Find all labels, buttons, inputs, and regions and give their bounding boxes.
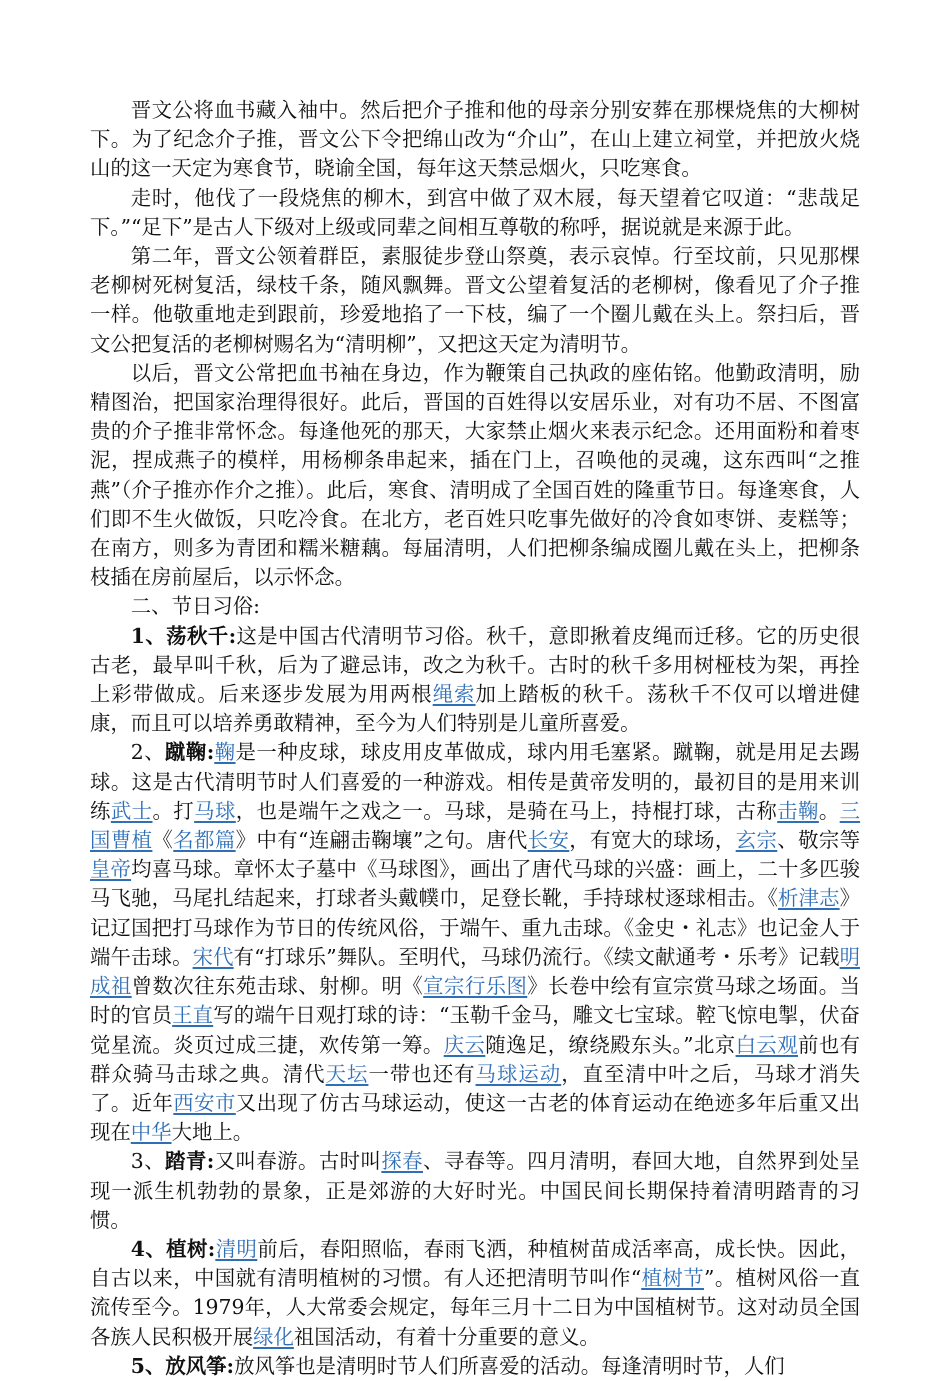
link-huangdi[interactable]: 皇帝 bbox=[90, 857, 132, 882]
custom-taqing-number: 3、 bbox=[130, 1149, 166, 1174]
link-caozhi[interactable]: 曹植 bbox=[110, 828, 153, 853]
link-maqiuyundong[interactable]: 马球运动 bbox=[475, 1061, 562, 1086]
custom-swing bbox=[90, 622, 860, 739]
text-span: 加上踏板的秋千。荡秋千不仅可以增进健康，而且可以培养勇敢精神，至今为人们特别是儿童所喜爱。 bbox=[90, 682, 861, 736]
text-span: 又叫春游。古时叫 bbox=[214, 1149, 382, 1174]
custom-cuju bbox=[90, 738, 860, 1147]
link-wushi[interactable]: 武士 bbox=[110, 798, 153, 823]
paragraph-wooden-clogs: 走时，他伐了一段烧焦的柳木，到宫中做了双木屐，每天望着它叹道：“悲哉足下。”“足下”是古人下级对上级或同辈之间相互尊敬的称呼，据说就是来源于此。 bbox=[90, 185, 860, 239]
custom-swing-label: 1、荡秋千: bbox=[130, 623, 237, 648]
link-xuanzongxingletu[interactable]: 宣宗行乐图 bbox=[423, 974, 528, 999]
link-tanchun[interactable]: 探春 bbox=[381, 1149, 424, 1174]
link-xianshi[interactable]: 西安市 bbox=[173, 1090, 236, 1115]
text-span: 又出现了仿古马球运动，使这一古老的体育运动在绝迹多年后重又出现在 bbox=[90, 1090, 861, 1145]
link-mingdupian[interactable]: 名都篇 bbox=[173, 828, 236, 853]
link-zhishujie[interactable]: 植树节 bbox=[641, 1266, 704, 1291]
text-span: 随逸足，缭绕殿东头。”北京 bbox=[485, 1032, 736, 1057]
text-span: 》长卷中绘有宣宗赏马球之场面。当时的官员 bbox=[90, 974, 861, 1028]
link-jiju[interactable]: 击鞠 bbox=[777, 798, 819, 823]
custom-cuju-number: 2、 bbox=[130, 740, 166, 765]
text-span: 祖国活动，有着十分重要的意义。 bbox=[293, 1324, 600, 1349]
text-span: 、寻春等。四月清明，春回大地，自然界到处呈现一派生机勃勃的景象，正是郊游的大好时光。中国民间长期保持着清明踏青的习惯。 bbox=[90, 1149, 861, 1232]
text-span: 放风筝也是清明时节人们所喜爱的活动。每逢清明时节，人们 bbox=[234, 1353, 785, 1378]
link-songdai[interactable]: 宋代 bbox=[192, 944, 234, 969]
text-span: 。打 bbox=[152, 798, 195, 823]
link-shengsuo[interactable]: 绳索 bbox=[432, 682, 476, 707]
text-span: 写的端午日观打球的诗：“玉勒千金马，雕文七宝球。鞚飞惊电掣，伏奋觉星流。炎页过成三捷，欢传第一筹。 bbox=[90, 1003, 861, 1057]
link-xuanzong[interactable]: 玄宗 bbox=[735, 828, 778, 853]
link-lvhua[interactable]: 绿化 bbox=[253, 1324, 294, 1349]
text-span: 前后，春阳照临，春雨飞洒，种植树苗成活率高，成长快。因此，自古以来，中国就有清明植树的习惯。有人还把清明节叫作“ bbox=[90, 1236, 861, 1291]
text-span: 一带也还有 bbox=[368, 1061, 476, 1086]
custom-cuju-label: 蹴鞠: bbox=[165, 740, 215, 765]
paragraph-second-year: 第二年，晋文公领着群臣，素服徒步登山祭奠，表示哀悼。行至坟前，只见那棵老柳树死树复活，绿枝千条，随风飘舞。晋文公望着复活的老柳树，像看见了介子推一样。他敬重地走到跟前，珍爱地掐了一下枝，编了一个圈儿戴在头上。祭扫后，晋文公把复活的老柳树赐名为“清明柳”，又把这天定为清明节。 bbox=[90, 244, 860, 356]
link-zhonghua[interactable]: 中华 bbox=[130, 1120, 172, 1145]
link-changan[interactable]: 长安 bbox=[527, 828, 570, 853]
link-tiantan[interactable]: 天坛 bbox=[325, 1061, 369, 1086]
text-span: 曾数次往东苑击球、射柳。明《 bbox=[131, 974, 424, 999]
custom-kite-label: 5、放风筝: bbox=[130, 1353, 235, 1378]
text-span: ，直至清中叶之后，马球才消失了。近年 bbox=[90, 1061, 861, 1115]
link-mingchengzu[interactable]: 明成祖 bbox=[90, 944, 861, 999]
text-span: 《 bbox=[152, 828, 174, 853]
custom-kite bbox=[90, 1352, 860, 1381]
custom-tree-planting-label: 4、植树: bbox=[130, 1236, 216, 1261]
link-ju[interactable]: 鞠 bbox=[214, 740, 236, 765]
link-sanguo[interactable]: 三国 bbox=[90, 798, 861, 853]
text-span: ，也是端午之戏之一。马球，是骑在马上，持棍打球，古称 bbox=[235, 798, 778, 823]
text-span: 均喜马球。章怀太子墓中《马球图》，画出了唐代马球的兴盛：画上，二十多匹骏马飞驰，马尾扎结起来，打球者头戴幞巾，足登长靴，手持球杖逐球相击。《 bbox=[90, 857, 861, 911]
text-span: 。 bbox=[818, 798, 840, 823]
text-span: 是一种皮球，球皮用皮革做成，球内用毛塞紧。蹴鞠，就是用足去踢球。这是古代清明节时人们喜爱的一种游戏。相传是黄帝发明的，最初目的是用来训练 bbox=[90, 740, 861, 823]
text-span: 》记辽国把打马球作为节日的传统风俗，于端午、重九击球。《金史・礼志》也记金人于端午击球。 bbox=[90, 886, 861, 969]
link-qingming[interactable]: 清明 bbox=[215, 1236, 258, 1261]
custom-taqing-label: 踏青: bbox=[165, 1149, 215, 1174]
link-baiyunguan[interactable]: 白云观 bbox=[735, 1032, 799, 1057]
paragraph-burial: 晋文公将血书藏入袖中。然后把介子推和他的母亲分别安葬在那棵烧焦的大柳树下。为了纪念介子推，晋文公下令把绵山改为“介山”，在山上建立祠堂，并把放火烧山的这一天定为寒食节，晓谕全国，每年这天禁忌烟火，只吃寒食。 bbox=[90, 98, 860, 181]
text-span: ，有宽大的球场， bbox=[569, 828, 736, 853]
text-span: 》中有“连翩击鞠壤”之句。唐代 bbox=[235, 828, 528, 853]
link-maqiu[interactable]: 马球 bbox=[194, 798, 236, 823]
document-body bbox=[90, 96, 860, 1381]
text-span: 有“打球乐”舞队。至明代，马球仍流行。《续文献通考・乐考》记载 bbox=[233, 944, 840, 969]
link-wangzhi[interactable]: 王直 bbox=[172, 1003, 214, 1028]
link-qingyun[interactable]: 庆云 bbox=[443, 1032, 486, 1057]
text-span: 大地上。 bbox=[171, 1120, 254, 1145]
paragraph-later: 以后，晋文公常把血书袖在身边，作为鞭策自己执政的座佑铭。他勤政清明，励精图治，把国家治理得很好。此后，晋国的百姓得以安居乐业，对有功不居、不图富贵的介子推非常怀念。每逢他死的那天，大家禁止烟火来表示纪念。还用面粉和着枣泥，捏成燕子的模样，用杨柳条串起来，插在门上，召唤他的灵魂，这东西叫“之推燕”（介子推亦作介之推）。此后，寒食、清明成了全国百姓的隆重节日。每逢寒食，人们即不生火做饭，只吃冷食。在北方，老百姓只吃事先做好的冷食如枣饼、麦糕等；在南方，则多为青团和糯米糖藕。每届清明，人们把柳条编成圈儿戴在头上，把柳条枝插在房前屋后，以示怀念。 bbox=[90, 360, 860, 590]
section-heading-customs: 二、节日习俗: bbox=[130, 594, 261, 619]
custom-taqing bbox=[90, 1147, 860, 1235]
text-span: 、敬宗等 bbox=[777, 828, 861, 853]
text-span: ”。植树风俗一直流传至今。1979年，人大常委会规定，每年三月十二日为中国植树节。这对动员全国各族人民积极开展 bbox=[90, 1266, 861, 1349]
custom-tree-planting bbox=[90, 1235, 860, 1352]
text-span: 前也有群众骑马击球之典。清代 bbox=[90, 1032, 861, 1086]
link-xijinzhi[interactable]: 析津志 bbox=[778, 886, 840, 911]
text-span: 这是中国古代清明节习俗。秋千，意即揪着皮绳而迁移。它的历史很古老，最早叫千秋，后为了避忌讳，改之为秋千。古时的秋千多用树桠枝为架，再拴上彩带做成。后来逐步发展为用两根 bbox=[90, 623, 860, 707]
